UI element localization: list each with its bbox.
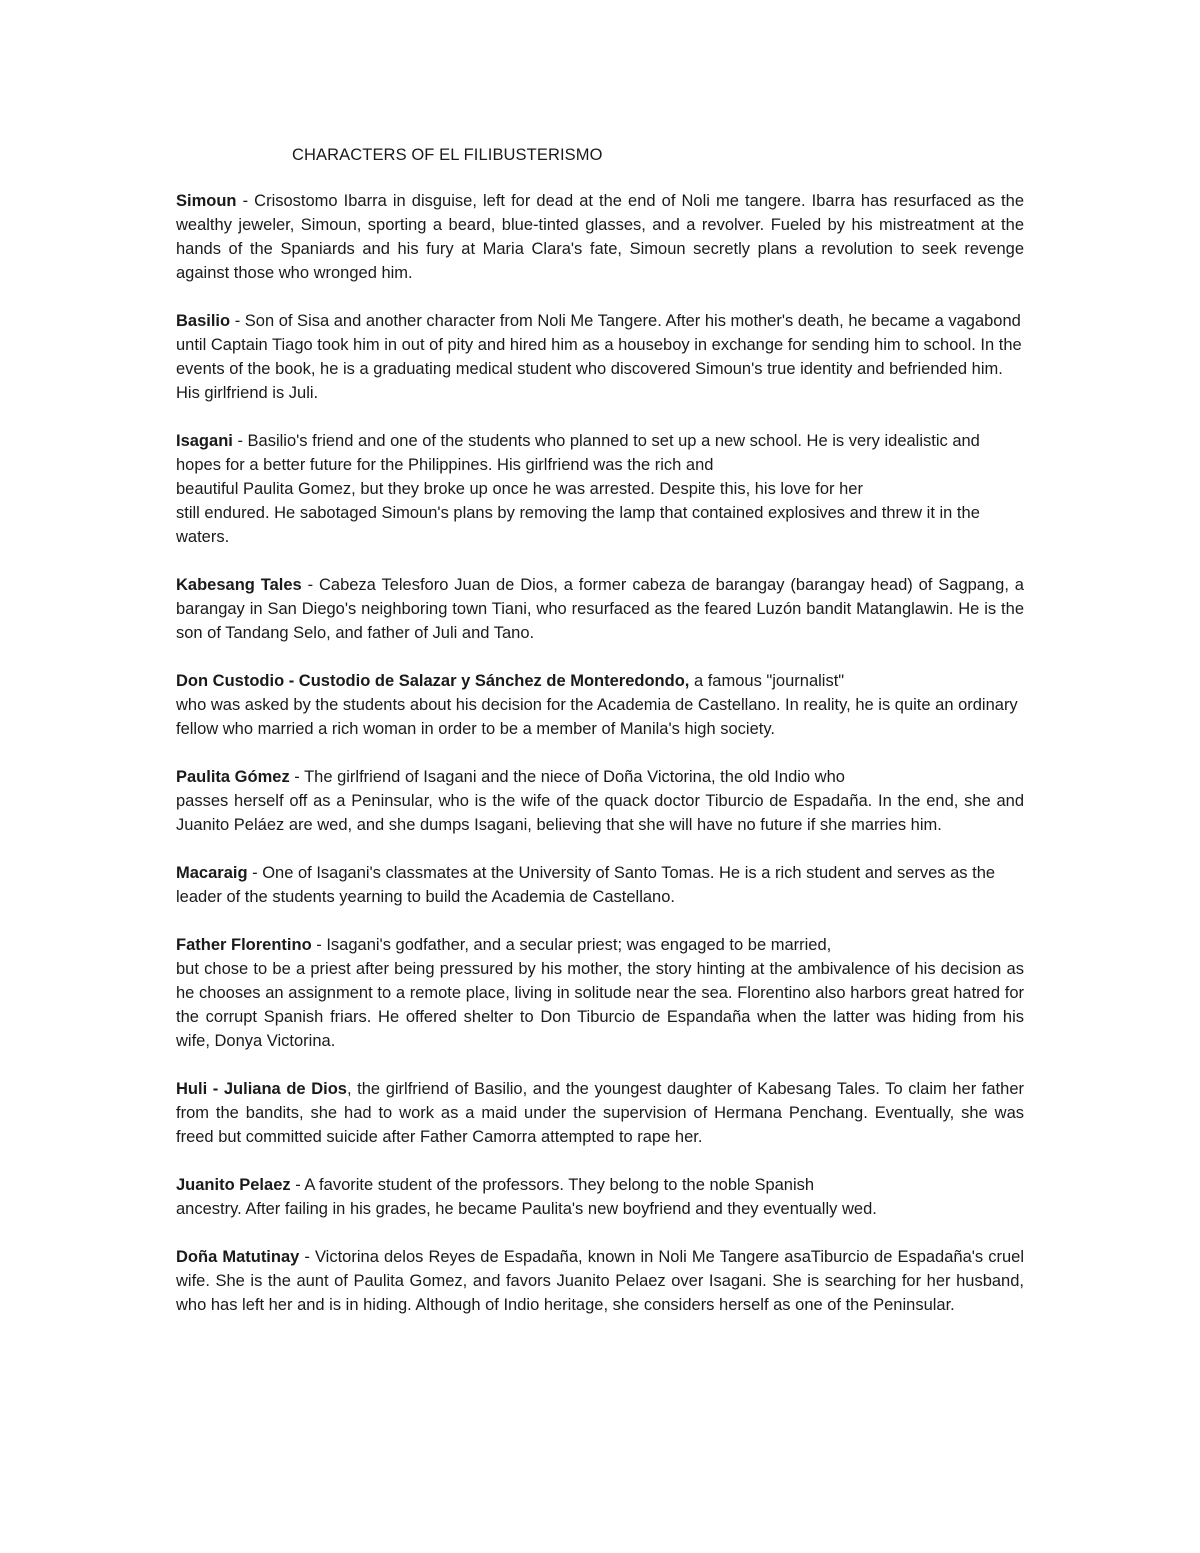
character-entry-huli [176,1077,1024,1149]
character-name: Kabesang Tales [176,576,302,594]
character-description-line: - A favorite student of the professors. They belong to the noble Spanish [290,1176,815,1194]
character-description-line: - Isagani's godfather, and a secular priest; was engaged to be married, [311,936,832,954]
character-description-line: but chose to be a priest after being pressured by his mother, the story hinting at the ambivalence of his decision as he chooses an assignment to a remote place, living in solitude near the sea. Florentino also harbors great hatred for the corrupt Spanish friars. He offered shelter to Don Tiburcio de Espandaña when the latter was hiding from his wife, Donya Victorina. [176,960,1024,1050]
character-description: - One of Isagani's classmates at the University of Santo Tomas. He is a rich student and serves as the leader of the students yearning to build the Academia de Castellano. [176,864,996,906]
character-name: Doña Matutinay [176,1248,300,1266]
character-description: - Son of Sisa and another character from Noli Me Tangere. After his mother's death, he became a vagabond until Captain Tiago took him in out of pity and hired him as a houseboy in exchange for sending him to school. In the events of the book, he is a graduating medical student who discovered Simoun's true identity and befriended him. His girlfriend is Juli. [176,312,1022,402]
character-description-line: who was asked by the students about his decision for the Academia de Castellano. In reality, he is quite an ordinary fellow who married a rich woman in order to be a member of Manila's high society. [176,696,1018,738]
character-entry-don-custodio [176,669,1024,741]
character-entry-isagani [176,429,1024,549]
character-description-line: - Basilio's friend and one of the students who planned to set up a new school. He is very idealistic and hopes for a better future for the Philippines. His girlfriend was the rich and [176,432,980,474]
document-title: CHARACTERS OF EL FILIBUSTERISMO [292,146,603,164]
character-description: - Crisostomo Ibarra in disguise, left for dead at the end of Noli me tangere. Ibarra has resurfaced as the wealthy jeweler, Simoun, sporting a beard, blue-tinted glasses, and a revolver. Fueled by his mistreatment at the hands of the Spaniards and his fury at Maria Clara's fate, Simoun secretly plans a revolution to seek revenge against those who wronged him. [176,192,1024,282]
character-name: Juanito Pelaez [176,1176,291,1194]
character-entry-macaraig [176,861,1024,909]
character-description-line: a famous "journalist" [689,672,845,690]
character-description: , the girlfriend of Basilio, and the youngest daughter of Kabesang Tales. To claim her father from the bandits, she had to work as a maid under the supervision of Hermana Penchang. Eventually, she was freed but committed suicide after Father Camorra attempted to rape her. [176,1080,1024,1146]
document-body [176,189,1024,1341]
character-name: Isagani [176,432,233,450]
character-name: Paulita Gómez [176,768,290,786]
character-description-line: still endured. He sabotaged Simoun's plans by removing the lamp that contained explosives and threw it in the waters. [176,504,980,546]
character-entry-dona-matutinay [176,1245,1024,1317]
character-entry-father-florentino [176,933,1024,1053]
character-description-line: ancestry. After failing in his grades, he became Paulita's new boyfriend and they eventually wed. [176,1200,877,1218]
character-name: Macaraig [176,864,248,882]
character-description: - Victorina delos Reyes de Espadaña, known in Noli Me Tangere asaTiburcio de Espadaña's cruel wife. She is the aunt of Paulita Gomez, and favors Juanito Pelaez over Isagani. She is searching for her husband, who has left her and is in hiding. Although of Indio heritage, she considers herself as one of the Peninsular. [176,1248,1024,1314]
character-name: Father Florentino [176,936,312,954]
character-name: Don Custodio - Custodio de Salazar y Sánchez de Monteredondo, [176,672,690,690]
character-description: - Cabeza Telesforo Juan de Dios, a former cabeza de barangay (barangay head) of Sagpang, a barangay in San Diego's neighboring town Tiani, who resurfaced as the feared Luzón bandit Matanglawin. He is the son of Tandang Selo, and father of Juli and Tano. [176,576,1024,642]
character-entry-paulita-gomez [176,765,1024,837]
character-name: Huli - Juliana de Dios [176,1080,347,1098]
character-entry-basilio [176,309,1024,405]
character-entry-simoun [176,189,1024,285]
character-description-line: - The girlfriend of Isagani and the niece of Doña Victorina, the old Indio who [289,768,845,786]
character-name: Basilio [176,312,231,330]
character-description-line: beautiful Paulita Gomez, but they broke up once he was arrested. Despite this, his love for her [176,480,863,498]
character-entry-juanito-pelaez [176,1173,1024,1221]
character-entry-kabesang-tales [176,573,1024,645]
character-description-line: passes herself off as a Peninsular, who is the wife of the quack doctor Tiburcio de Espadaña. In the end, she and Juanito Peláez are wed, and she dumps Isagani, believing that she will have no future if she marries him. [176,792,1024,834]
character-name: Simoun [176,192,237,210]
